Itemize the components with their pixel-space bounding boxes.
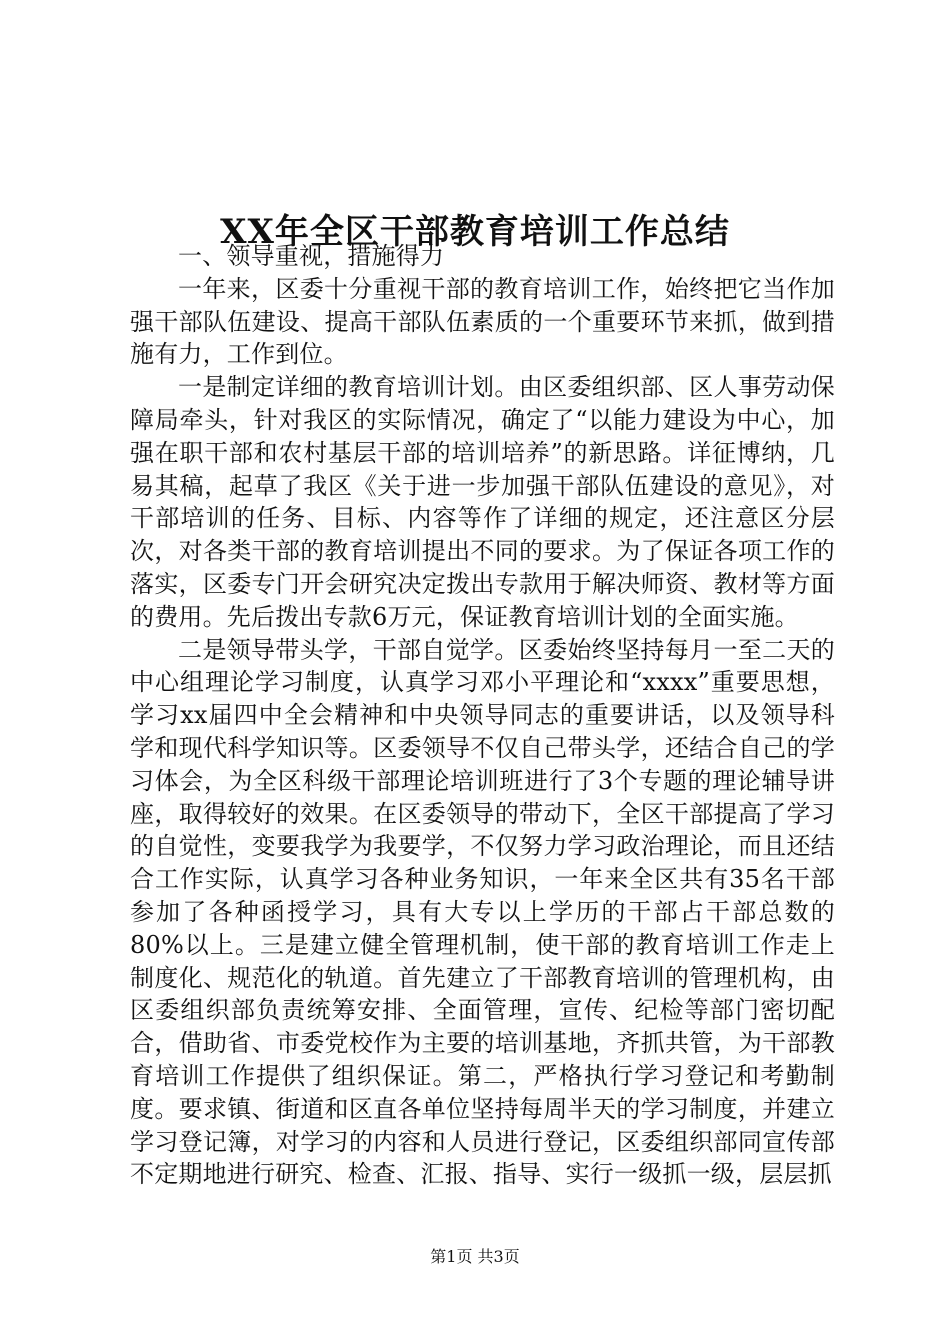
paragraph: 一年来，区委十分重视干部的教育培训工作，始终把它当作加强干部队伍建设、提高干部队伍素质的一个重要环节来抓，做到措施有力，工作到位。 (130, 274, 835, 369)
paragraph: 一是制定详细的教育培训计划。由区委组织部、区人事劳动保障局牵头，针对我区的实际情况，确定了“以能力建设为中心，加强在职干部和农村基层干部的培训培养”的新思路。详征博纳，几易其稿，起草了我区《关于进一步加强干部队伍建设的意见》，对干部培训的任务、目标、内容等作了详细的规定，还注意区分层次，对各类干部的教育培训提出不同的要求。为了保证各项工作的落实，区委专门开会研究决定拨出专款用于解决师资、教材等方面的费用。先后拨出专款6万元，保证教育培训计划的全面实施。 (130, 373, 835, 631)
section-heading: 一、领导重视，措施得力 (178, 242, 445, 270)
page-number-footer: 第1页 共3页 (430, 1247, 520, 1266)
paragraph: 二是领导带头学，干部自觉学。区委始终坚持每月一至二天的中心组理论学习制度，认真学习邓小平理论和“xxxx”重要思想，学习xx届四中全会精神和中央领导同志的重要讲话，以及领导科学和现代科学知识等。区委领导不仅自己带头学，还结合自己的学习体会，为全区科级干部理论培训班进行了3个专题的理论辅导讲座，取得较好的效果。在区委领导的带动下，全区干部提高了学习的自觉性，变要我学为我要学，不仅努力学习政治理论，而且还结合工作实际，认真学习各种业务知识，一年来全区共有35名干部参加了各种函授学习，具有大专以上学历的干部占干部总数的80%以上。三是建立健全管理机制，使干部的教育培训工作走上制度化、规范化的轨道。首先建立了干部教育培训的管理机构，由区委组织部负责统筹安排、全面管理，宣传、纪检等部门密切配合，借助省、市委党校作为主要的培训基地，齐抓共管，为干部教育培训工作提供了组织保证。第二，严格执行学习登记和考勤制度。要求镇、街道和区直各单位坚持每周半天的学习制度，并建立学习登记簿，对学习的内容和人员进行登记，区委组织部同宣传部不定期地进行研究、检查、汇报、指导、实行一级抓一级，层层抓 (130, 635, 835, 1189)
document-body (130, 240, 835, 1191)
document-title: XX年全区干部教育培训工作总结 (220, 211, 730, 252)
